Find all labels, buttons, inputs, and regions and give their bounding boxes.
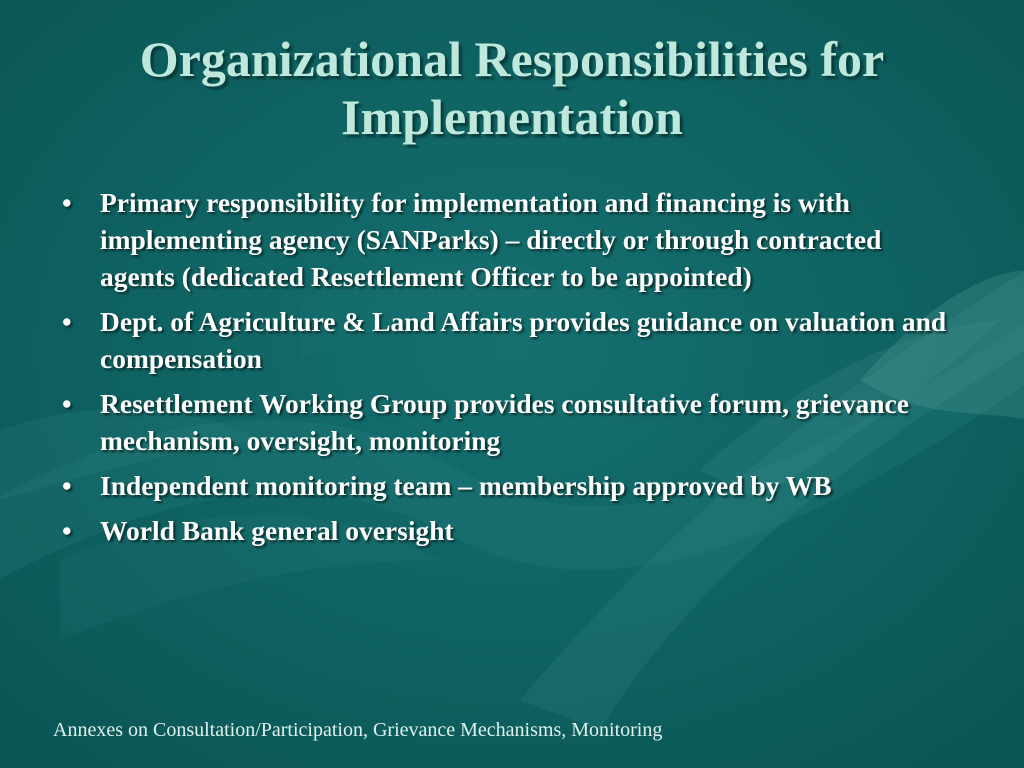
bullet-list xyxy=(60,184,960,557)
bullet-text: Independent monitoring team – membership approved by WB xyxy=(100,470,832,501)
bullet-text: Resettlement Working Group provides consultative forum, grievance mechanism, oversight, monitoring xyxy=(100,388,909,456)
slide-title: Organizational Responsibilities for Implementation xyxy=(139,31,885,145)
slide-footer: Annexes on Consultation/Participation, Grievance Mechanisms, Monitoring xyxy=(53,719,663,741)
bullet-item xyxy=(60,512,960,549)
bullet-item xyxy=(60,385,960,459)
bullet-icon: • xyxy=(62,515,72,546)
bullet-item xyxy=(60,184,960,295)
bullet-item xyxy=(60,467,960,504)
bullet-icon: • xyxy=(62,306,72,337)
bullet-icon: • xyxy=(62,187,72,218)
bullet-icon: • xyxy=(62,388,72,419)
bullet-text: World Bank general oversight xyxy=(100,515,454,546)
bullet-item xyxy=(60,303,960,377)
bullet-icon: • xyxy=(62,470,72,501)
bullet-text: Dept. of Agriculture & Land Affairs provides guidance on valuation and compensation xyxy=(100,306,947,374)
bullet-text: Primary responsibility for implementation and financing is with implementing agency (SANParks) – directly or through contracted agents (dedicated Resettlement Officer to be appointed) xyxy=(100,187,882,292)
